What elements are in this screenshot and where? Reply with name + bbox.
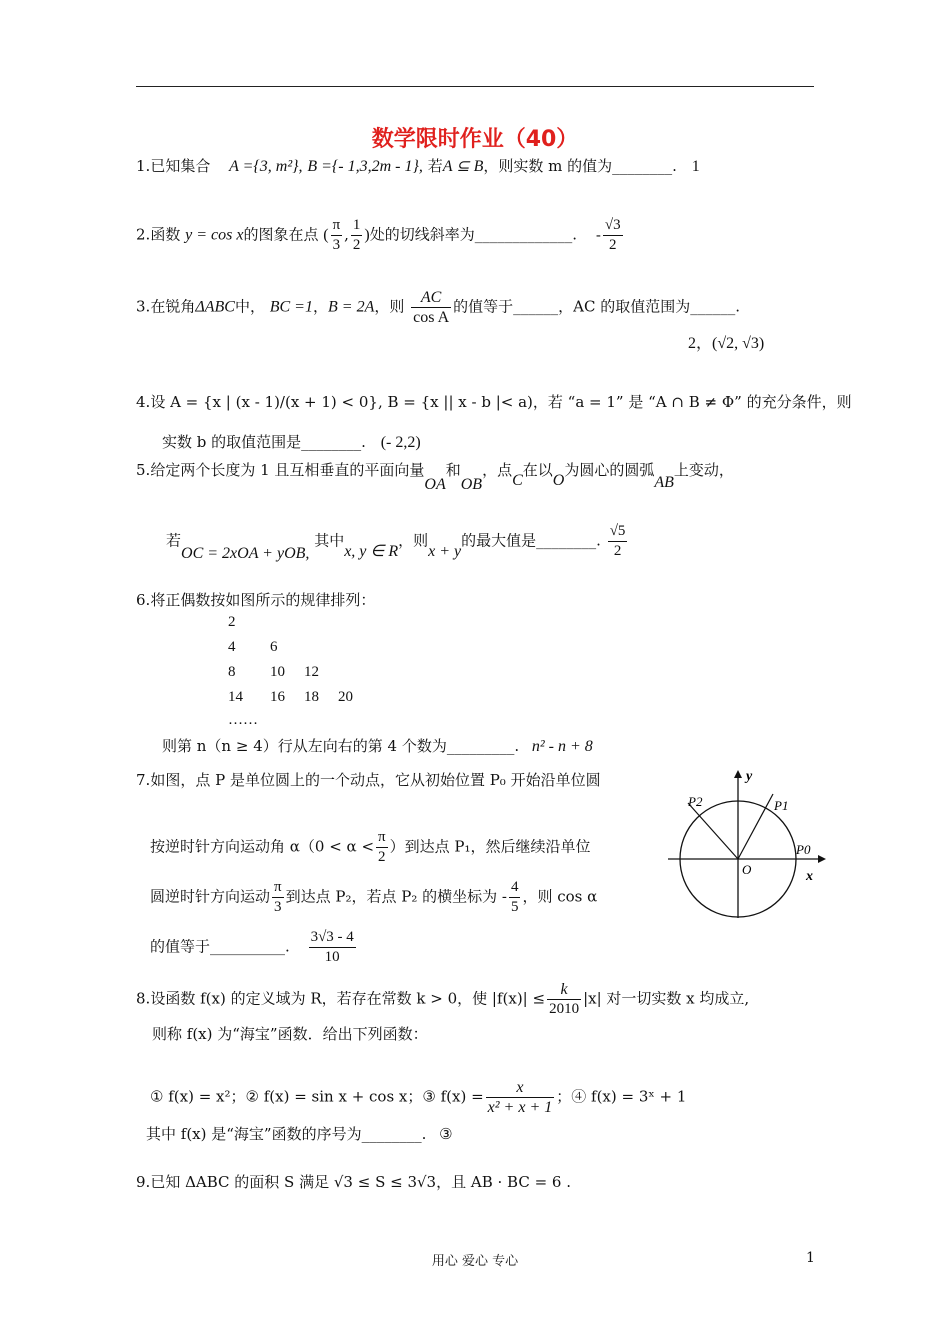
arc-ab: AB <box>654 474 674 491</box>
question-text: 圆逆时针方向运动 <box>150 887 271 906</box>
question-8-line-4 <box>146 1124 453 1144</box>
paren: ( <box>323 226 329 244</box>
denominator: cos A <box>413 309 450 326</box>
paren: ) <box>364 226 370 244</box>
question-tail: 则第 n（n ≥ 4）行从左向右的第 4 个数为_________. <box>162 737 520 755</box>
question-9 <box>136 1172 571 1192</box>
question-tail: 上变动， <box>673 461 734 479</box>
fraction <box>547 980 581 1019</box>
question-number: 3. <box>136 297 151 316</box>
answer-fraction <box>309 928 356 967</box>
fraction <box>509 878 521 917</box>
numerator: π <box>272 878 284 898</box>
fraction <box>351 216 363 255</box>
question-text: 设 A = {x | (x - 1)/(x + 1) < 0}, B = {x || x - b |< a)，若 “a = 1” 是 “A ∩ B ≠ Φ” 的充分条件，则 <box>150 393 852 411</box>
question-text: 给定两个长度为 1 且互相垂直的平面向量 <box>150 461 425 479</box>
question-text: 其中 <box>314 531 345 550</box>
question-1 <box>136 156 700 177</box>
function-list: ① f(x) = x²；② f(x) = sin x + cos x；③ f(x) = <box>150 1087 484 1106</box>
question-number: 7. <box>136 771 151 789</box>
separator: ， <box>312 297 328 316</box>
fraction <box>331 216 343 255</box>
question-text: |x| 对一切实数 x 均成立, <box>583 989 750 1008</box>
question-number: 6. <box>136 591 151 609</box>
question-number: 9. <box>136 1173 151 1191</box>
question-2: 2.函数 y = cos x的图象在点 ( $\frac{\pi}{3}$ , $\frac{1}{2}$ )处的切线斜率为_____________. - $\frac{√3}{2}$ <box>136 217 621 253</box>
question-8-line-2 <box>152 1024 428 1044</box>
question-stem: 函数 <box>150 225 181 244</box>
x-arrow-icon <box>818 855 826 863</box>
answer: 1 <box>691 158 700 175</box>
denominator: 5 <box>510 899 519 915</box>
function: y = cos x <box>185 226 244 244</box>
label-p2: P2 <box>688 794 703 809</box>
y-arrow-icon <box>734 770 742 778</box>
question-7-line-2 <box>150 828 590 867</box>
numerator: π <box>376 828 388 848</box>
numerator: x <box>486 1078 555 1098</box>
set-b: B ={- 1,3,2m - 1}, <box>307 158 423 175</box>
denominator: 3 <box>332 237 341 253</box>
question-7-line-3 <box>150 878 597 917</box>
question-4-line-2 <box>162 432 421 453</box>
numerator: 3√3 - 4 <box>309 928 356 948</box>
question-text: 的图象在点 <box>243 225 319 244</box>
question-5-line-2 <box>166 522 629 561</box>
question-text: 按逆时针方向运动角 α（0 < α < <box>150 837 375 856</box>
denominator: 2 <box>378 849 386 865</box>
cond-label: 若 <box>427 157 443 175</box>
question-text: 中， <box>234 297 265 316</box>
point-c: C <box>512 472 523 489</box>
header-rule <box>136 86 814 87</box>
question-stem: 已知集合 <box>150 157 211 175</box>
question-5 <box>136 460 734 493</box>
question-8 <box>136 980 749 1019</box>
sum: x + y <box>428 542 462 560</box>
answer: n² - n + 8 <box>531 738 593 755</box>
question-text: 在以 <box>522 461 553 479</box>
question-3 <box>136 288 740 327</box>
question-number: 8. <box>136 989 151 1008</box>
cell: 16 <box>270 689 285 705</box>
question-tail: 其中 f(x) 是“海宝”函数的序号为________. <box>146 1125 427 1143</box>
numerator: k <box>547 980 581 1000</box>
cell: 20 <box>338 689 353 705</box>
numerator: √3 <box>603 216 623 236</box>
question-stem: 将正偶数按如图所示的规律排列： <box>150 591 376 609</box>
subset-condition: A ⊆ B <box>442 158 484 175</box>
label-p1: P1 <box>774 798 789 813</box>
numerator: 4 <box>509 878 521 898</box>
cell: 14 <box>228 689 243 705</box>
question-text: ）到达点 P₁，然后继续沿单位 <box>389 837 591 856</box>
denominator: 2 <box>613 543 622 559</box>
cell: 10 <box>270 664 285 680</box>
numerator: AC <box>411 288 451 308</box>
question-6-line-2 <box>162 736 593 757</box>
question-tail: 的值等于______，AC 的取值范围为______. <box>453 297 740 316</box>
cell: 8 <box>228 664 236 680</box>
question-text: 为圆心的圆弧 <box>564 461 655 479</box>
footer: 用心 爱心 专心 <box>431 1254 519 1269</box>
point-o: O <box>552 472 565 489</box>
cell: 12 <box>304 664 319 680</box>
question-text: ，则 cos α <box>522 887 598 906</box>
answer-fraction <box>603 216 623 255</box>
denominator: 10 <box>324 949 340 965</box>
vector-equation: OC = 2xOA + yOB, <box>181 544 310 562</box>
cell: 6 <box>270 639 278 655</box>
label-x: x <box>806 869 813 884</box>
condition: BC =1 <box>269 298 313 316</box>
question-tail: 的值等于__________. <box>150 937 290 956</box>
denominator: 2 <box>352 237 361 253</box>
question-8-line-3 <box>150 1078 686 1117</box>
fraction <box>486 1078 555 1117</box>
question-tail: ，则实数 m 的值为________. <box>483 157 677 175</box>
question-text: 如图，点 P 是单位圆上的一个动点，它从初始位置 P₀ 开始沿单位圆 <box>150 771 601 789</box>
question-7-line-4 <box>150 928 358 967</box>
ray-p2 <box>688 803 738 859</box>
condition: B = 2A <box>328 298 375 316</box>
answer: ③ <box>439 1125 453 1143</box>
numerator: π <box>331 216 343 236</box>
question-4 <box>136 392 852 412</box>
answer-sign: - <box>595 225 601 244</box>
answer-fraction <box>608 522 628 561</box>
ellipsis: …… <box>228 712 258 728</box>
page-title: 数学限时作业（40） <box>371 127 579 152</box>
question-7 <box>136 770 601 790</box>
function-list: ；④ f(x) = 3ˣ + 1 <box>556 1087 687 1106</box>
variables: x, y ∈ R <box>344 542 399 560</box>
question-number: 1. <box>136 157 151 175</box>
cell: 18 <box>304 689 319 705</box>
question-6 <box>136 590 375 610</box>
fraction <box>272 878 284 917</box>
answer: 2，(√2, √3) <box>688 335 765 352</box>
numerator: 1 <box>351 216 363 236</box>
question-text: 设函数 f(x) 的定义域为 R，若存在常数 k > 0，使 |f(x)| ≤ <box>150 989 546 1008</box>
fraction <box>411 288 451 327</box>
question-text: ，点 <box>482 461 513 479</box>
question-text: ，则 <box>398 531 429 550</box>
question-text: 已知 ΔABC 的面积 S 满足 √3 ≤ S ≤ 3√3，且 AB · BC = 6 . <box>150 1173 571 1191</box>
set-a: A ={3, m²}, <box>229 158 303 175</box>
question-text: 则称 f(x) 为“海宝”函数．给出下列函数： <box>152 1025 428 1043</box>
question-tail: 的最大值是________. <box>461 531 601 550</box>
denominator: 3 <box>274 899 282 915</box>
question-tail: 处的切线斜率为_____________. <box>369 225 578 244</box>
denominator: x² + x + 1 <box>487 1099 553 1116</box>
denominator: 2 <box>609 237 617 253</box>
vector-ob: OB <box>460 476 483 493</box>
question-number: 4. <box>136 393 151 411</box>
question-tail: 实数 b 的取值范围是________. <box>162 433 366 451</box>
cell: 2 <box>228 614 236 630</box>
cell: 4 <box>228 639 236 655</box>
question-text: 若 <box>166 531 182 550</box>
answer: (- 2,2) <box>380 434 421 451</box>
triangle: ΔABC <box>195 298 235 316</box>
label-p0: P0 <box>796 842 811 857</box>
page-number: 1 <box>806 1250 815 1266</box>
numerator: √5 <box>608 522 628 542</box>
label-y: y <box>746 769 753 784</box>
vector-oa: OA <box>424 476 446 493</box>
question-number: 5. <box>136 461 151 479</box>
unit-circle-figure <box>668 766 828 922</box>
label-o: O <box>742 862 752 877</box>
denominator: 2010 <box>549 1001 580 1017</box>
question-stem: 在锐角 <box>150 297 196 316</box>
question-number: 2. <box>136 225 151 244</box>
question-text: 和 <box>445 461 461 479</box>
question-text: 到达点 P₂，若点 P₂ 的横坐标为 - <box>285 887 507 906</box>
question-text: ，则 <box>374 297 405 316</box>
fraction <box>376 828 388 867</box>
